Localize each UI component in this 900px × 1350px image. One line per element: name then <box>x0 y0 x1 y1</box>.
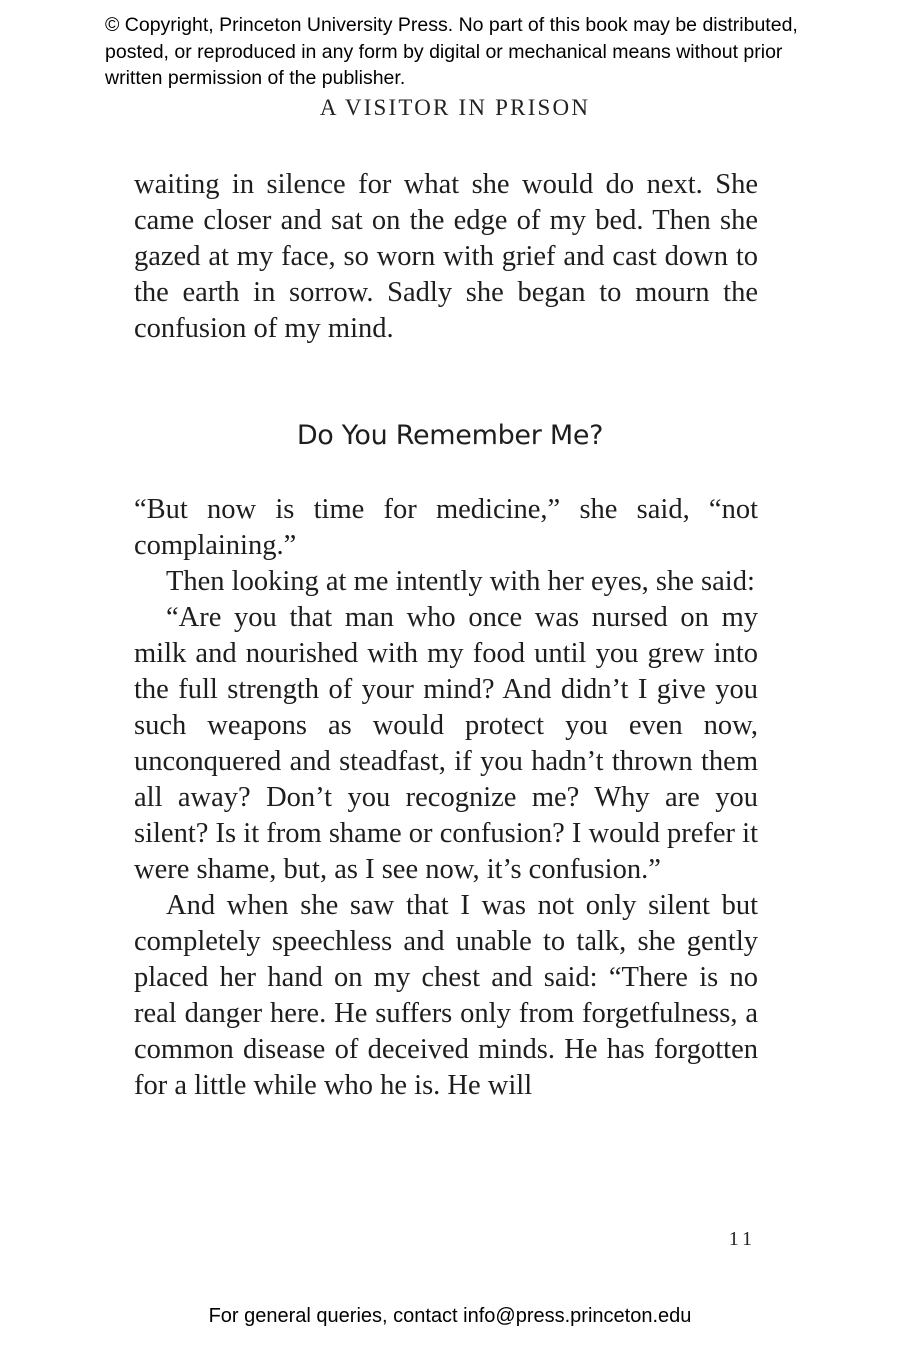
body-text-after-heading <box>134 492 758 1104</box>
paragraph: And when she saw that I was not only silent but completely speechless and unable to talk, she gently placed her hand on my chest and said: “There is no real danger here. He suffers only from forgetfulness, a common disease of deceived minds. He has forgotten for a little while who he is. He will <box>134 890 758 1101</box>
paragraph: Then looking at me intently with her eyes, she said: <box>166 566 755 597</box>
footer-contact: For general queries, contact info@press.princeton.edu <box>208 1305 692 1327</box>
running-head: A VISITOR IN PRISON <box>319 95 591 120</box>
paragraph: waiting in silence for what she would do next. She came closer and sat on the edge of my bed. Then she gazed at my face, so worn with grief and cast down to the earth in sorrow. Sadly she began to mourn the confusion of my mind. <box>134 169 758 344</box>
paragraph: “But now is time for medicine,” she said, “not complaining.” <box>134 494 758 561</box>
paragraph: “Are you that man who once was nursed on my milk and nourished with my food until you grew into the full strength of your mind? And didn’t I give you such weapons as would protect you even now, unconquered and steadfast, if you hadn’t thrown them all away? Don’t you recognize me? Why are you silent? Is it from shame or confusion? I would prefer it were shame, but, as I see now, it’s confusion.” <box>134 602 758 885</box>
body-text-before-heading <box>134 167 758 347</box>
section-heading: Do You Remember Me? <box>296 420 604 451</box>
copyright-notice: © Copyright, Princeton University Press. No part of this book may be distributed, posted, or reproduced in any form by digital or mechanical means without prior written permission of the publisher. <box>105 14 798 89</box>
page-number: 11 <box>728 1228 756 1250</box>
